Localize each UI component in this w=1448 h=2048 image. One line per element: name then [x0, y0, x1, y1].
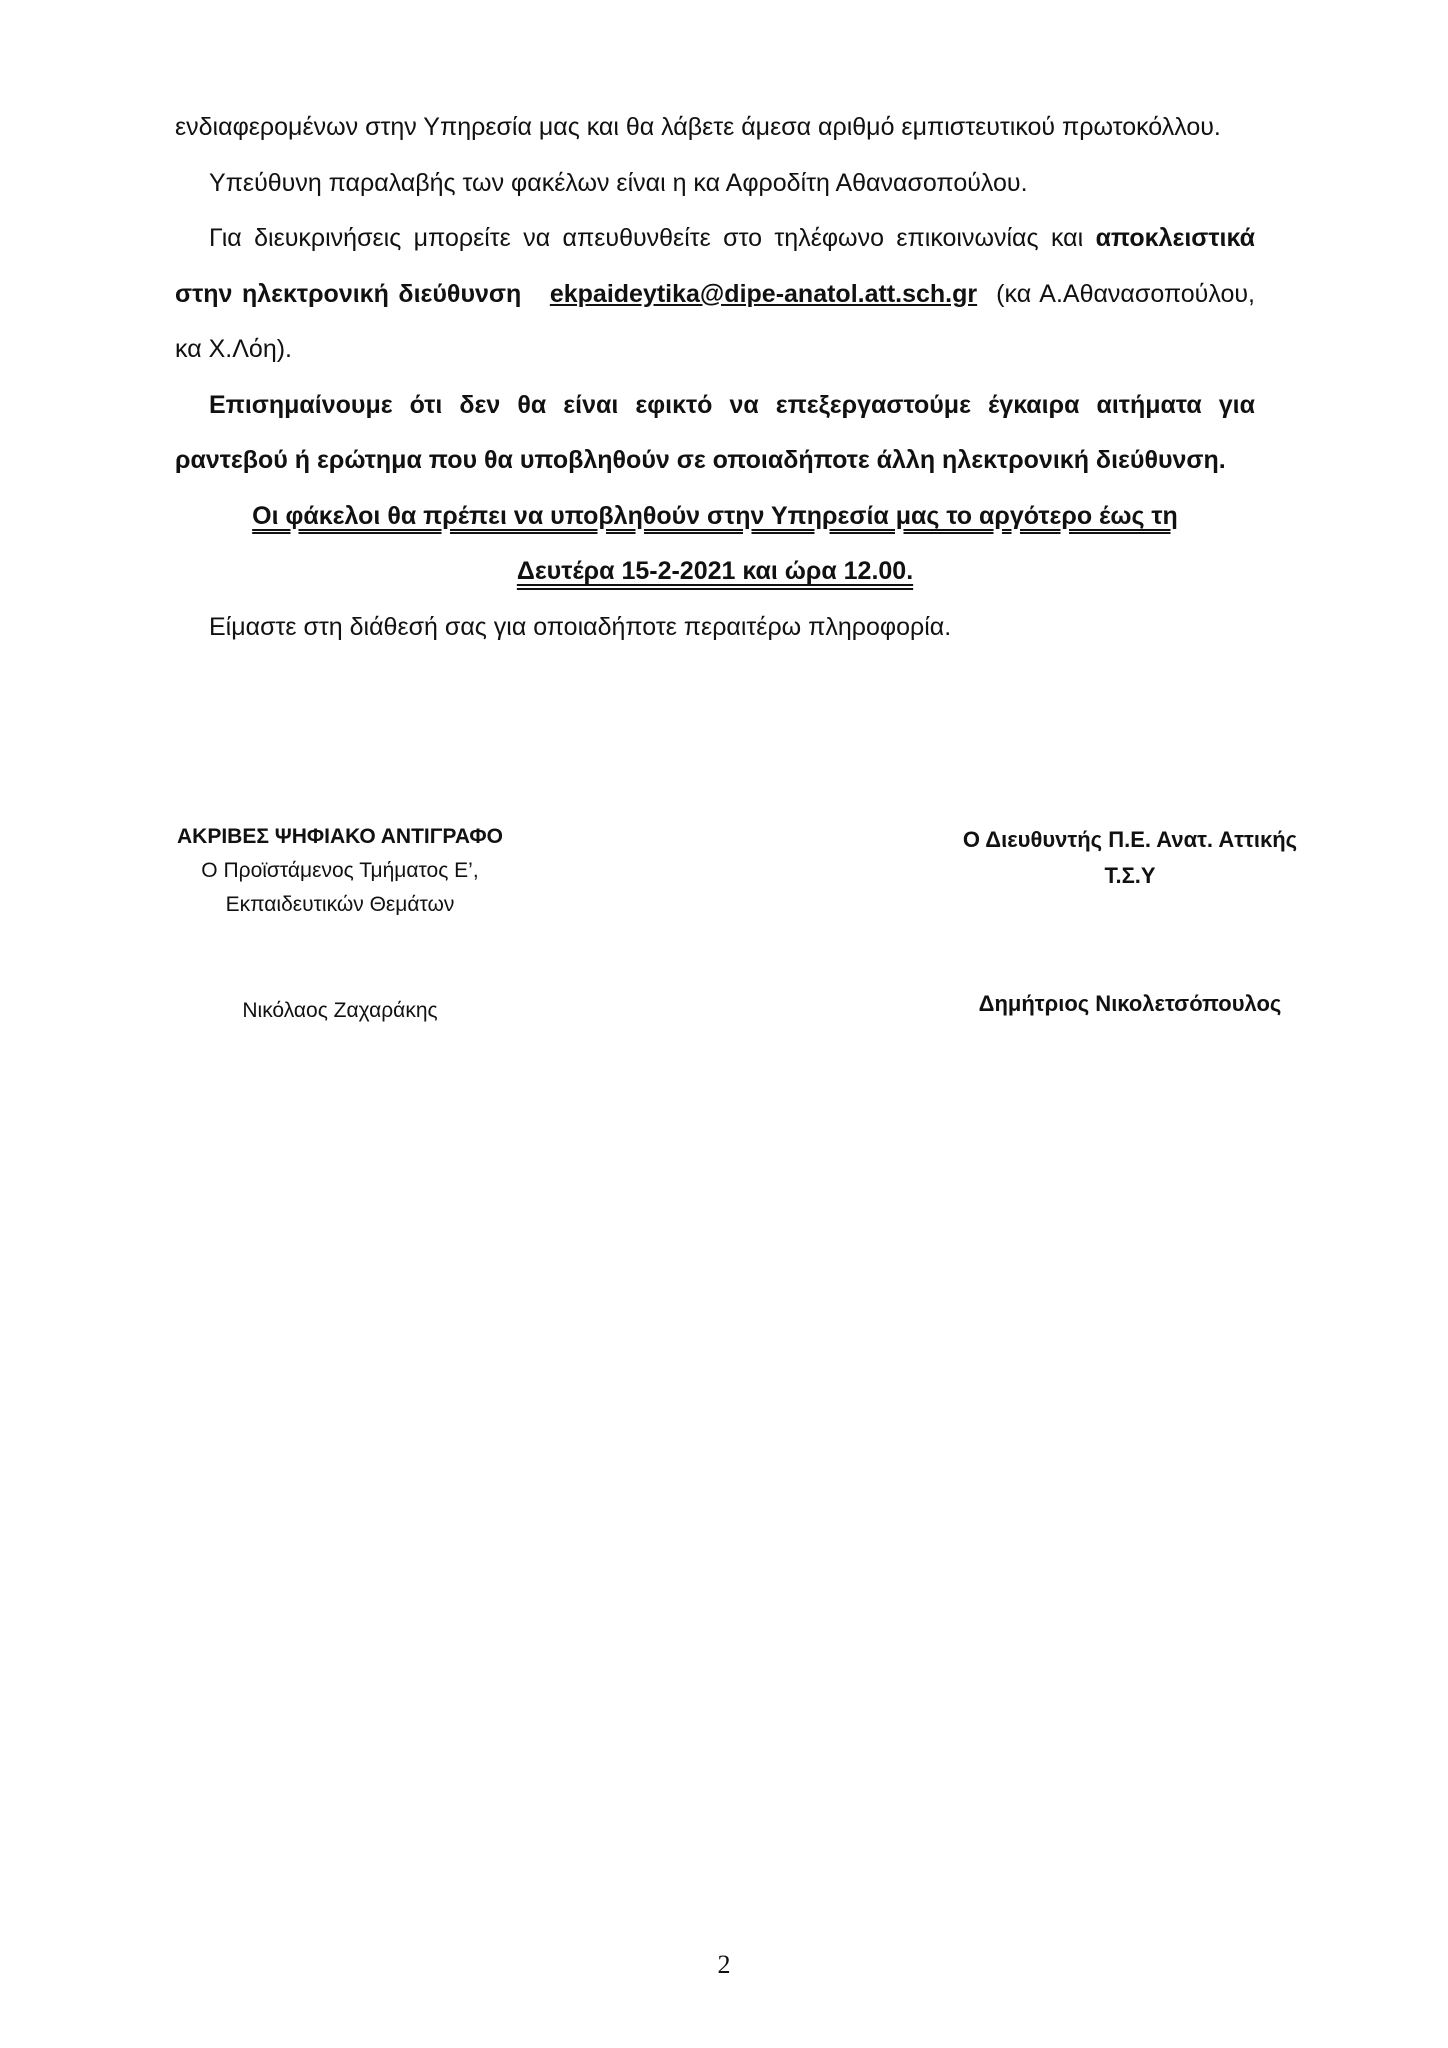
contact-bold-text: αποκλειστικά στην ηλεκτρονική διεύθυνση: [175, 224, 1255, 308]
signature-block-left: [130, 820, 550, 1028]
letter-body: [175, 100, 1255, 655]
right-role-line-2: Τ.Σ.Υ: [1104, 863, 1156, 888]
right-role-line-1: Ο Διευθυντής Π.Ε. Ανατ. Αττικής: [962, 827, 1298, 852]
signature-block-right: [905, 822, 1355, 1022]
digital-copy-heading: ΑΚΡΙΒΕΣ ΨΗΦΙΑΚΟ ΑΝΤΙΓΡΑΦΟ: [176, 825, 503, 848]
right-signatory-name: Δημήτριος Νικολετσόπουλος: [978, 991, 1282, 1016]
deadline-line-2: Δευτέρα 15-2-2021 και ώρα 12.00.: [516, 557, 914, 585]
paragraph-notice: Επισημαίνουμε ότι δεν θα είναι εφικτό να επεξεργαστούμε έγκαιρα αιτήματα για ραντεβού ή ερώτημα που θα υποβληθούν σε οποιαδήποτε άλλη ηλεκτρονική διεύθυνση.: [175, 390, 1255, 474]
paragraph-continued: ενδιαφερομένων στην Υπηρεσία μας και θα λάβετε άμεσα αριθμό εμπιστευτικού πρωτοκόλλου.: [175, 113, 1221, 141]
left-role-line-1: Ο Προϊστάμενος Τμήματος Ε’,: [201, 859, 479, 882]
contact-email-link[interactable]: ekpaideytika@dipe-anatol.att.sch.gr: [549, 279, 978, 308]
contact-text: Για διευκρινήσεις μπορείτε να απευθυνθείτε στο τηλέφωνο επικοινωνίας και: [209, 224, 1096, 252]
paragraph-closing: Είμαστε στη διάθεσή σας για οποιαδήποτε περαιτέρω πληροφορία.: [209, 612, 952, 641]
left-signatory-name: Νικόλαος Ζαχαράκης: [242, 999, 438, 1022]
paragraph-contact: [175, 211, 1255, 378]
deadline-line-1: Οι φάκελοι θα πρέπει να υποβληθούν στην Υπηρεσία μας το αργότερο έως τη: [252, 501, 1178, 530]
contact-persons: (κα Α.Αθανασοπούλου, κα Χ.Λόη).: [175, 279, 1255, 363]
page-number: 2: [717, 1950, 731, 1979]
paragraph-responsible: Υπεύθυνη παραλαβής των φακέλων είναι η κα Αφροδίτη Αθανασοπούλου.: [209, 168, 1028, 197]
left-role-line-2: Εκπαιδευτικών Θεμάτων: [225, 893, 455, 916]
